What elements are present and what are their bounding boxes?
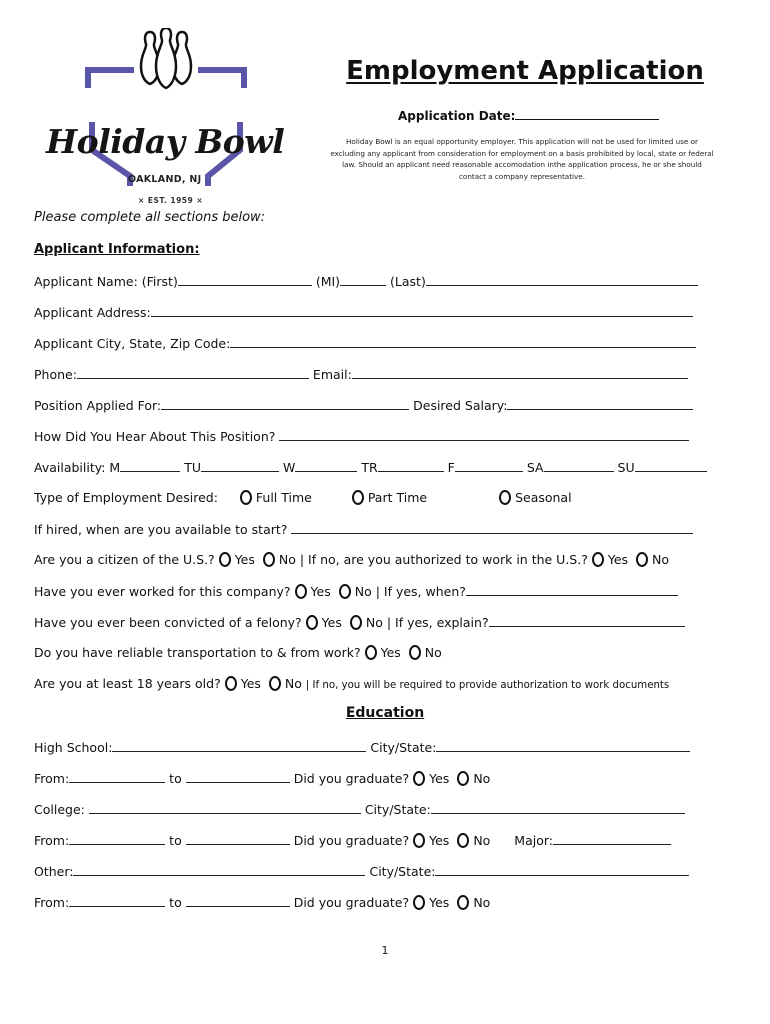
high-school-label: High School:: [34, 740, 113, 755]
authorized-yes-radio[interactable]: [592, 552, 604, 567]
transport-no-radio[interactable]: [409, 645, 421, 660]
company-logo: [42, 28, 292, 205]
avail-w-line[interactable]: [295, 459, 357, 472]
avail-su-line[interactable]: [635, 459, 707, 472]
avail-f-label: F: [447, 460, 455, 475]
college-graduate-yes-radio[interactable]: [413, 833, 425, 848]
intro-text: Please complete all sections below:: [34, 210, 266, 225]
other-no-label: No: [473, 895, 491, 910]
last-name-line[interactable]: [426, 273, 698, 286]
age-yes-label: Yes: [240, 676, 261, 691]
section-applicant-info: Applicant Information:: [34, 242, 200, 257]
felony-row: [34, 614, 685, 630]
hs-to-label: to: [169, 771, 182, 786]
city-line[interactable]: [230, 335, 696, 348]
other-graduate-label: Did you graduate?: [293, 895, 410, 910]
phone-email-row: [34, 366, 688, 382]
position-row: [34, 397, 693, 413]
felony-no-label: No: [365, 615, 383, 630]
other-to-label: to: [169, 895, 182, 910]
worked-no-label: No: [354, 584, 372, 599]
major-line[interactable]: [553, 832, 671, 845]
part-time-label: Part Time: [367, 490, 428, 505]
citizen-no-radio[interactable]: [263, 552, 275, 567]
felony-explain-line[interactable]: [489, 614, 685, 627]
other-city-line[interactable]: [435, 863, 689, 876]
start-label: If hired, when are you available to start?: [34, 522, 288, 537]
hs-graduate-label: Did you graduate?: [293, 771, 410, 786]
address-line[interactable]: [151, 304, 693, 317]
hs-city-line[interactable]: [436, 739, 690, 752]
felony-yes-radio[interactable]: [306, 615, 318, 630]
address-row: [34, 304, 693, 320]
hear-about-row: [34, 428, 689, 444]
college-dates-row: [34, 832, 671, 848]
felony-yes-label: Yes: [321, 615, 342, 630]
other-line[interactable]: [73, 863, 365, 876]
first-name-label: Applicant Name: (First): [34, 274, 178, 289]
salary-label: Desired Salary:: [413, 398, 508, 413]
hs-from-label: From:: [34, 771, 70, 786]
mi-label: (MI): [315, 274, 341, 289]
availability-label: Availability: M: [34, 460, 121, 475]
mi-line[interactable]: [340, 273, 386, 286]
availability-row: [34, 459, 707, 475]
page-title: Employment Application: [346, 56, 704, 86]
transport-row: [34, 645, 442, 661]
email-label: Email:: [312, 367, 352, 382]
worked-when-label: | If yes, when?: [375, 584, 466, 599]
worked-label: Have you ever worked for this company?: [34, 584, 291, 599]
hs-graduate-yes-radio[interactable]: [413, 771, 425, 786]
application-date-field[interactable]: [398, 108, 659, 123]
employment-type-row: [34, 490, 572, 506]
college-from-line[interactable]: [69, 832, 165, 845]
position-label: Position Applied For:: [34, 398, 162, 413]
start-line[interactable]: [291, 521, 693, 534]
college-yes-label: Yes: [429, 833, 450, 848]
citizen-label: Are you a citizen of the U.S.?: [34, 552, 215, 567]
authorized-no-label: No: [652, 552, 670, 567]
major-label: Major:: [514, 833, 553, 848]
college-to-label: to: [169, 833, 182, 848]
hs-yes-label: Yes: [429, 771, 450, 786]
worked-yes-label: Yes: [310, 584, 331, 599]
hear-about-label: How Did You Hear About This Position?: [34, 429, 276, 444]
full-time-radio[interactable]: [240, 490, 252, 505]
eeo-disclaimer: Holiday Bowl is an equal opportunity employer. This application will not be used for limited use or excluding any applicant from consideration for employment on a basis prohibited by local, state or federal law. Should an applicant need reasonable accomodation inthe application process, he or she should contact a company representative.: [330, 137, 714, 181]
college-label: College:: [34, 802, 85, 817]
worked-when-line[interactable]: [466, 583, 678, 596]
college-graduate-no-radio[interactable]: [457, 833, 469, 848]
other-city-label: City/State:: [369, 864, 436, 879]
college-to-line[interactable]: [186, 832, 290, 845]
section-education: Education: [345, 705, 425, 721]
other-from-label: From:: [34, 895, 70, 910]
salary-line[interactable]: [507, 397, 693, 410]
start-row: [34, 521, 693, 537]
high-school-line[interactable]: [112, 739, 366, 752]
age-note: | If no, you will be required to provide authorization to work documents: [305, 680, 670, 691]
hear-about-line[interactable]: [279, 428, 689, 441]
college-row: [34, 801, 685, 817]
avail-tr-line[interactable]: [378, 459, 444, 472]
avail-sa-label: SA: [526, 460, 544, 475]
position-line[interactable]: [161, 397, 409, 410]
hs-no-label: No: [473, 771, 491, 786]
age-no-radio[interactable]: [269, 676, 281, 691]
name-row: [34, 273, 698, 289]
city-row: [34, 335, 696, 351]
citizen-no-label: No: [278, 552, 296, 567]
college-from-label: From:: [34, 833, 70, 848]
other-label: Other:: [34, 864, 74, 879]
other-graduate-no-radio[interactable]: [457, 895, 469, 910]
felony-no-radio[interactable]: [350, 615, 362, 630]
college-city-label: City/State:: [364, 802, 431, 817]
last-name-label: (Last): [390, 274, 426, 289]
age-yes-radio[interactable]: [225, 676, 237, 691]
hs-city-label: City/State:: [370, 740, 437, 755]
application-date-line[interactable]: [515, 108, 659, 120]
other-row: [34, 863, 689, 879]
other-graduate-yes-radio[interactable]: [413, 895, 425, 910]
felony-explain-label: | If yes, explain?: [386, 615, 489, 630]
brand-established: × EST. 1959 ×: [138, 196, 204, 205]
citizen-yes-label: Yes: [234, 552, 255, 567]
page-number: 1: [381, 944, 389, 957]
avail-su-label: SU: [617, 460, 635, 475]
worked-no-radio[interactable]: [339, 584, 351, 599]
brand-location: OAKLAND, NJ: [128, 174, 202, 185]
avail-w-label: W: [282, 460, 296, 475]
college-graduate-label: Did you graduate?: [293, 833, 410, 848]
age-label: Are you at least 18 years old?: [34, 676, 221, 691]
avail-sa-line[interactable]: [544, 459, 614, 472]
full-time-label: Full Time: [255, 490, 312, 505]
transport-yes-label: Yes: [380, 645, 401, 660]
transport-label: Do you have reliable transportation to & from work?: [34, 645, 361, 660]
hs-dates-row: [34, 770, 490, 786]
seasonal-label: Seasonal: [515, 490, 572, 505]
hs-graduate-no-radio[interactable]: [457, 771, 469, 786]
address-label: Applicant Address:: [34, 305, 151, 320]
hs-from-line[interactable]: [69, 770, 165, 783]
brand-name: Holiday Bowl: [46, 122, 285, 161]
employment-type-label: Type of Employment Desired:: [34, 490, 218, 505]
authorized-no-radio[interactable]: [636, 552, 648, 567]
other-yes-label: Yes: [429, 895, 450, 910]
avail-tu-label: TU: [184, 460, 201, 475]
transport-no-label: No: [424, 645, 442, 660]
bowling-pins-icon: [42, 28, 292, 188]
transport-yes-radio[interactable]: [365, 645, 377, 660]
college-city-line[interactable]: [431, 801, 685, 814]
avail-tu-line[interactable]: [201, 459, 279, 472]
avail-f-line[interactable]: [455, 459, 523, 472]
city-label: Applicant City, State, Zip Code:: [34, 336, 231, 351]
other-to-line[interactable]: [186, 894, 290, 907]
authorized-label: | If no, are you authorized to work in the U.S.?: [299, 552, 588, 567]
avail-tr-label: TR: [361, 460, 378, 475]
worked-row: [34, 583, 678, 599]
citizen-row: [34, 552, 669, 568]
seasonal-radio[interactable]: [499, 490, 511, 505]
age-row: [34, 676, 669, 692]
college-no-label: No: [473, 833, 491, 848]
felony-label: Have you ever been convicted of a felony?: [34, 615, 302, 630]
authorized-yes-label: Yes: [607, 552, 629, 567]
citizen-yes-radio[interactable]: [219, 552, 231, 567]
application-date-label: Application Date:: [398, 109, 516, 123]
phone-label: Phone:: [34, 367, 77, 382]
phone-line[interactable]: [77, 366, 309, 379]
worked-yes-radio[interactable]: [295, 584, 307, 599]
other-dates-row: [34, 894, 490, 910]
college-line[interactable]: [89, 801, 361, 814]
first-name-line[interactable]: [178, 273, 312, 286]
avail-m-line[interactable]: [120, 459, 180, 472]
hs-to-line[interactable]: [186, 770, 290, 783]
part-time-radio[interactable]: [352, 490, 364, 505]
age-no-label: No: [284, 676, 302, 691]
other-from-line[interactable]: [69, 894, 165, 907]
email-line[interactable]: [352, 366, 688, 379]
high-school-row: [34, 739, 690, 755]
